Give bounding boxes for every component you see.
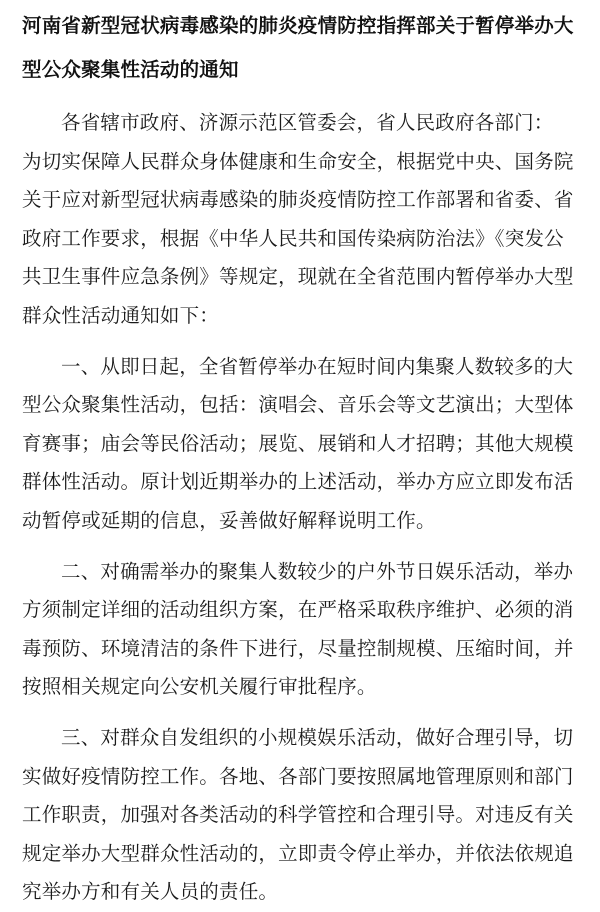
spacer <box>22 336 580 348</box>
intro-paragraph: 为切实保障人民群众身体健康和生命安全，根据党中央、国务院关于应对新型冠状病毒感染的肺炎疫情防控工作部署和省委、省政府工作要求，根据《中华人民共和国传染病防治法》《突发公共卫生事件应急条例》等规定，现就在全省范围内暂停举办大型群众性活动通知如下： <box>22 149 574 327</box>
item-paragraph-1: 一、从即日起，全省暂停举办在短时间内集聚人数较多的大型公众聚集性活动，包括：演唱会、音乐会等文艺演出；大型体育赛事；庙会等民俗活动；展览、展销和人才招聘；其他大规模群体性活动。原计划近期举办的上述活动，举办方应立即发布活动暂停或延期的信息，妥善做好解释说明工作。 <box>22 354 574 532</box>
spacer <box>22 92 580 104</box>
item-paragraph-3: 三、对群众自发组织的小规模娱乐活动，做好合理引导，切实做好疫情防控工作。各地、各部门要按照属地管理原则和部门工作职责，加强对各类活动的科学管控和合理引导。对违反有关规定举办大型群众性活动的，立即责令停止举办，并依法依规追究举办方和有关人员的责任。 <box>22 725 574 904</box>
salutation: 各省辖市政府、济源示范区管委会，省人民政府各部门： <box>61 111 554 134</box>
item-paragraph-2: 二、对确需举办的聚集人数较少的户外节日娱乐活动，举办方须制定详细的活动组织方案，在严格采取秩序维护、必须的消毒预防、环境清洁的条件下进行，尽量控制规模、压缩时间，并按照相关规定向公安机关履行审批程序。 <box>22 559 574 699</box>
spacer <box>22 541 580 553</box>
spacer <box>22 707 580 719</box>
document-title: 河南省新型冠状病毒感染的肺炎疫情防控指挥部关于暂停举办大型公众聚集性活动的通知 <box>22 14 574 81</box>
